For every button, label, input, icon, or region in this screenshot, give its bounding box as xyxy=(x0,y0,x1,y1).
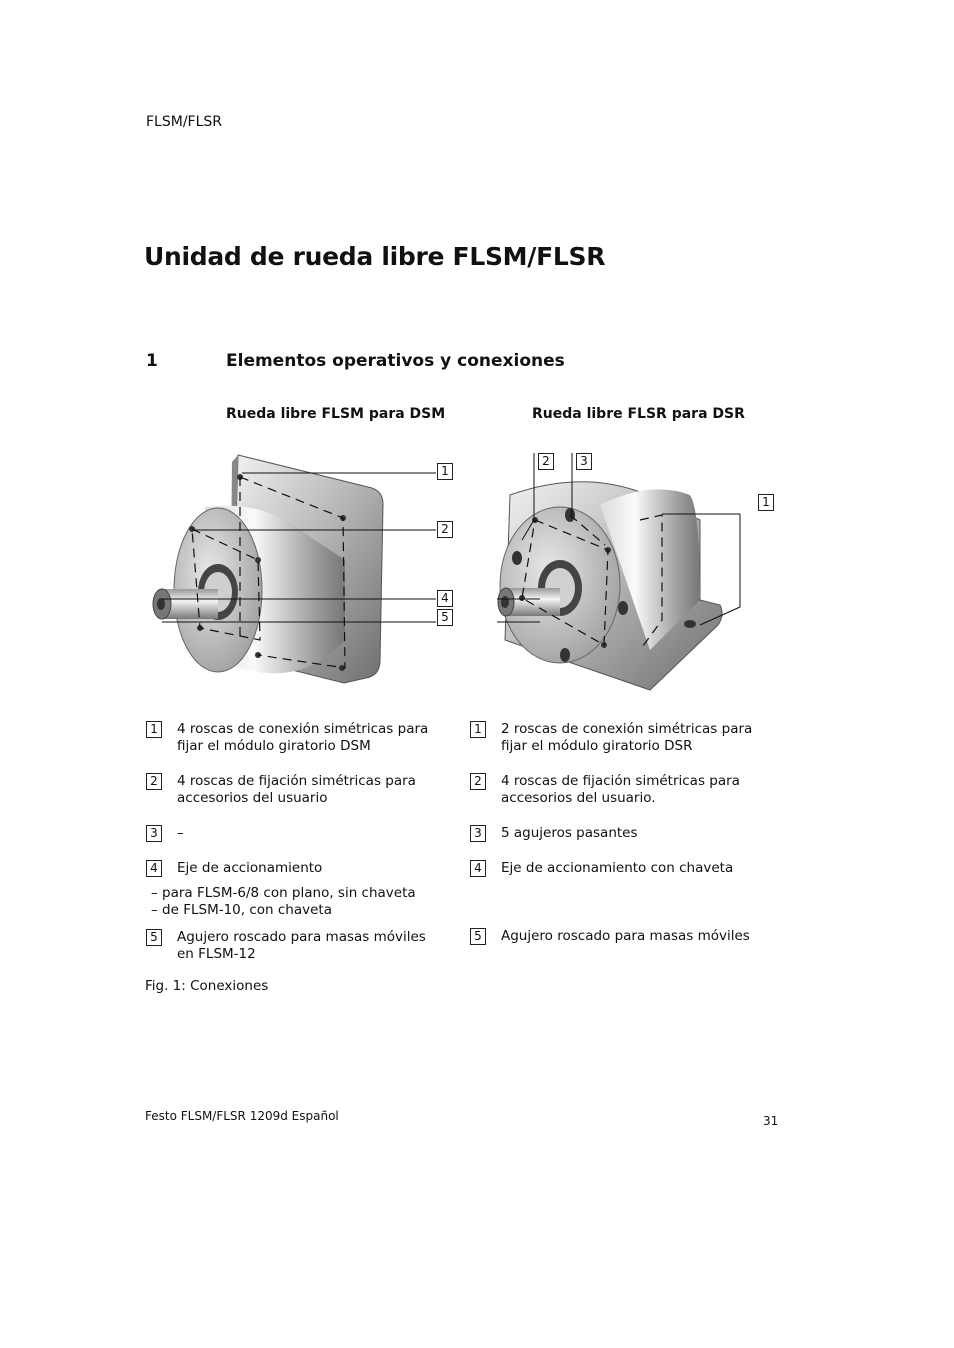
legend-right-item xyxy=(470,773,780,809)
legend-left-item xyxy=(146,860,456,878)
legend-right-item xyxy=(470,860,780,878)
callout-right-3: 3 xyxy=(576,453,592,470)
legend-text: 4 roscas de fijación simétricas para accesorios del usuario xyxy=(177,773,416,806)
legend-number-box: 5 xyxy=(470,928,486,945)
section-number: 1 xyxy=(146,351,158,371)
legend-number-box: 4 xyxy=(146,860,162,877)
legend-number-box: 1 xyxy=(146,721,162,738)
left-figure-heading: Rueda libre FLSM para DSM xyxy=(226,406,446,422)
legend-number-box: 4 xyxy=(470,860,486,877)
legend-number-box: 2 xyxy=(470,773,486,790)
callout-right-1: 1 xyxy=(758,494,774,511)
section-title: Elementos operativos y conexiones xyxy=(226,351,565,371)
legend-text: – xyxy=(177,825,184,841)
callout-left-4: 4 xyxy=(437,590,453,607)
legend-right-item xyxy=(470,721,780,757)
legend-number-box: 5 xyxy=(146,929,162,946)
legend-number-box: 1 xyxy=(470,721,486,738)
legend-left-item xyxy=(146,721,456,757)
legend-right-item xyxy=(470,928,780,946)
figure-caption: Fig. 1: Conexiones xyxy=(145,978,269,994)
legend-text: 4 roscas de fijación simétricas para accesorios del usuario. xyxy=(501,773,740,806)
legend-left-item xyxy=(146,929,456,965)
legend-text: Eje de accionamiento con chaveta xyxy=(501,860,734,876)
running-header: FLSM/FLSR xyxy=(146,114,223,130)
page-number: 31 xyxy=(763,1114,779,1128)
flsr-illustration xyxy=(497,453,740,690)
legend-right-item xyxy=(470,825,780,843)
callout-left-1: 1 xyxy=(437,463,453,480)
legend-left-item xyxy=(146,825,456,843)
callout-left-5: 5 xyxy=(437,609,453,626)
callout-right-2: 2 xyxy=(538,453,554,470)
footer-document-id: Festo FLSM/FLSR 1209d Español xyxy=(145,1109,339,1123)
legend-number-box: 3 xyxy=(470,825,486,842)
legend-text: Agujero roscado para masas móviles en FLSM-12 xyxy=(177,929,426,962)
legend-number-box: 2 xyxy=(146,773,162,790)
legend-note: – de FLSM-10, con chaveta xyxy=(151,902,332,918)
legend-note: – para FLSM-6/8 con plano, sin chaveta xyxy=(151,885,416,901)
legend-text: 5 agujeros pasantes xyxy=(501,825,638,841)
callout-left-2: 2 xyxy=(437,521,453,538)
legend-left-item xyxy=(146,773,456,809)
legend-text: Agujero roscado para masas móviles xyxy=(501,928,750,944)
legend-text: 4 roscas de conexión simétricas para fijar el módulo giratorio DSM xyxy=(177,721,429,754)
legend-text: Eje de accionamiento xyxy=(177,860,323,876)
flsm-illustration xyxy=(153,455,436,683)
right-figure-heading: Rueda libre FLSR para DSR xyxy=(532,406,745,422)
legend-number-box: 3 xyxy=(146,825,162,842)
page-title: Unidad de rueda libre FLSM/FLSR xyxy=(144,242,606,271)
legend-text: 2 roscas de conexión simétricas para fijar el módulo giratorio DSR xyxy=(501,721,753,754)
